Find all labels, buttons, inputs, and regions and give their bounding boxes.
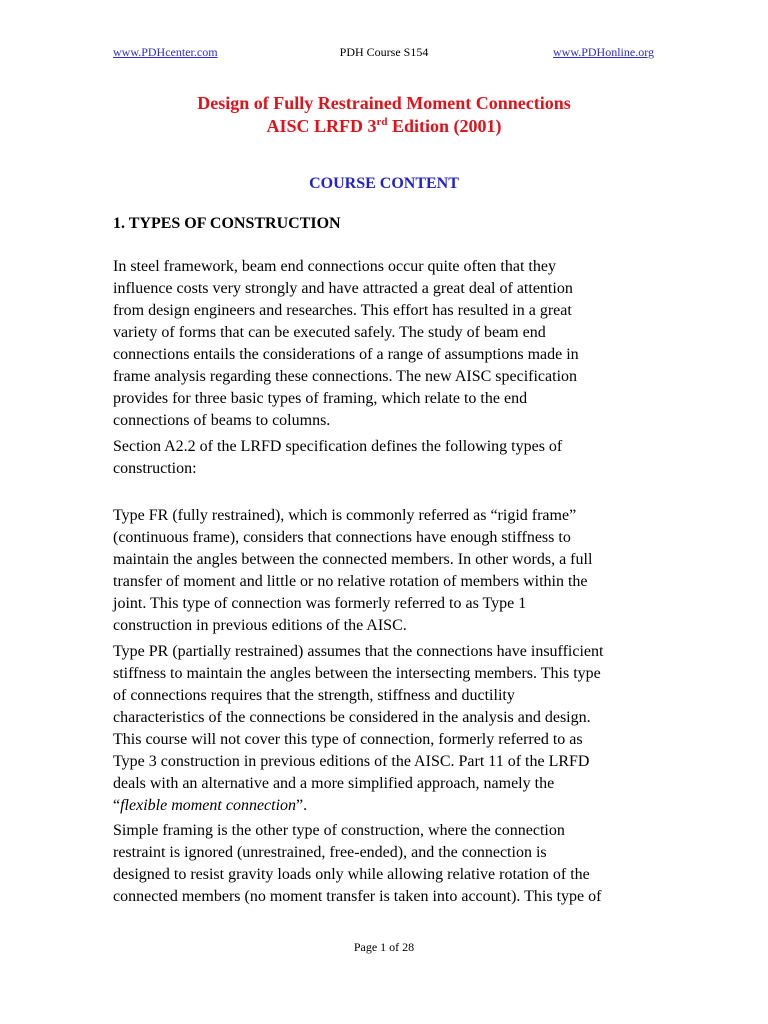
text-line: restraint is ignored (unrestrained, free-ended), and the connection is xyxy=(113,844,547,861)
page-number: Page 1 of 28 xyxy=(353,940,415,954)
text-line: construction: xyxy=(113,460,197,477)
text-line: maintain the angles between the connected members. In other words, a full xyxy=(113,551,593,568)
pdhcenter-link[interactable]: www.PDHcenter.com xyxy=(113,45,218,59)
paragraph-section-a22 xyxy=(113,436,562,480)
text-line: from design engineers and researches. This effort has resulted in a great xyxy=(113,302,572,319)
title-line-2-suffix: Edition (2001) xyxy=(387,116,502,136)
text-line: (continuous frame), considers that connections have enough stiffness to xyxy=(113,529,571,546)
text-line: connections of beams to columns. xyxy=(113,412,331,429)
text-line: joint. This type of connection was formerly referred to as Type 1 xyxy=(113,595,527,612)
text-line: provides for three basic types of framing, which relate to the end xyxy=(113,390,528,407)
text-line: influence costs very strongly and have attracted a great deal of attention xyxy=(113,280,573,297)
close-quote: ”. xyxy=(296,797,308,814)
open-quote: “ xyxy=(113,797,121,814)
text-line: deals with an alternative and a more simplified approach, namely the xyxy=(113,775,555,792)
course-content-heading: COURSE CONTENT xyxy=(309,175,459,192)
text-line: of connections requires that the strength, stiffness and ductility xyxy=(113,687,515,704)
text-line-italic-term xyxy=(113,795,603,817)
text-line: frame analysis regarding these connections. The new AISC specification xyxy=(113,368,578,385)
text-line: Simple framing is the other type of construction, where the connection xyxy=(113,822,565,839)
text-line: Type 3 construction in previous editions of the AISC. Part 11 of the LRFD xyxy=(113,753,590,770)
paragraph-intro xyxy=(113,256,579,432)
text-line: characteristics of the connections be considered in the analysis and design. xyxy=(113,709,591,726)
paragraph-type-pr xyxy=(113,641,603,817)
flexible-moment-connection-term: flexible moment connection xyxy=(120,797,297,814)
text-line: connected members (no moment transfer is taken into account). This type of xyxy=(113,888,602,905)
text-line: In steel framework, beam end connections occur quite often that they xyxy=(113,258,556,275)
text-line: connections entails the considerations of a range of assumptions made in xyxy=(113,346,579,363)
paragraph-simple-framing xyxy=(113,820,601,908)
pdhonline-link[interactable]: www.PDHonline.org xyxy=(553,45,654,59)
section-heading: 1. TYPES OF CONSTRUCTION xyxy=(113,215,341,232)
title-line-2 xyxy=(0,115,768,138)
course-number: PDH Course S154 xyxy=(339,45,429,59)
text-line: Type PR (partially restrained) assumes that the connections have insufficient xyxy=(113,643,604,660)
document-title xyxy=(0,92,768,138)
title-line-2-prefix: AISC LRFD 3 xyxy=(266,116,377,136)
text-line: designed to resist gravity loads only while allowing relative rotation of the xyxy=(113,866,590,883)
text-line: variety of forms that can be executed safely. The study of beam end xyxy=(113,324,546,341)
title-line-2-superscript: rd xyxy=(376,116,388,128)
text-line: construction in previous editions of the AISC. xyxy=(113,617,407,634)
text-line: transfer of moment and little or no relative rotation of members within the xyxy=(113,573,588,590)
text-line: stiffness to maintain the angles between the intersecting members. This type xyxy=(113,665,601,682)
text-line: Type FR (fully restrained), which is commonly referred as “rigid frame” xyxy=(113,507,577,524)
paragraph-type-fr xyxy=(113,505,592,637)
text-line: Section A2.2 of the LRFD specification defines the following types of xyxy=(113,438,563,455)
text-line: This course will not cover this type of connection, formerly referred to as xyxy=(113,731,583,748)
title-line-1: Design of Fully Restrained Moment Connections xyxy=(197,93,571,113)
